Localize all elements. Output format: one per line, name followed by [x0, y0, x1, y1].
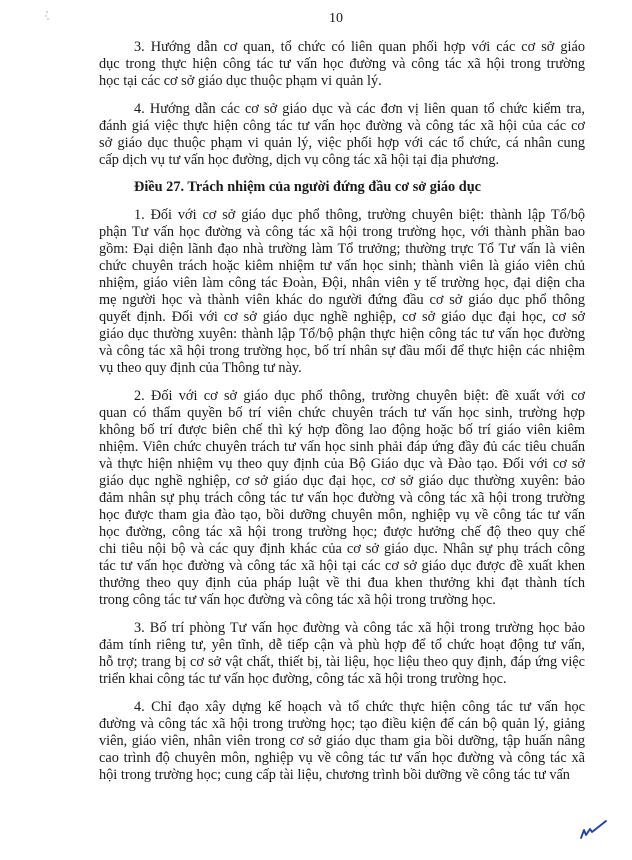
text-line: quan có thẩm quyền bố trí viên chức chuyên trách tư vấn học sinh, trường hợp	[99, 405, 585, 421]
text-line: quyết định. Đối với cơ sở giáo dục nghề nghiệp, cơ sở giáo dục đại học, cơ sở	[99, 309, 585, 325]
text-line: học đường, công tác xã hội trong trường học; được hưởng chế độ theo quy chế	[99, 524, 585, 540]
text-line: và thực hiện nhiệm vụ theo quy định của Bộ Giáo dục và Đào tạo. Đối với cơ sở	[99, 456, 585, 472]
text-line: triển khai công tác tư vấn học đường, công tác xã hội trong trường học.	[99, 671, 507, 687]
text-line: trong công tác tư vấn học đường và công tác xã hội trong trường học.	[99, 592, 496, 608]
text-line: 1. Đối với cơ sở giáo dục phổ thông, trường chuyên biệt: thành lập Tổ/bộ	[134, 207, 585, 223]
text-line: học tại các cơ sở giáo dục thuộc phạm vi quản lý.	[99, 73, 382, 89]
text-line: 3. Hướng dẫn cơ quan, tổ chức có liên quan phối hợp với các cơ sở giáo	[134, 39, 585, 55]
text-line: nhiệm. Viên chức chuyên trách tư vấn học sinh phải đáp ứng đầy đủ các tiêu chuẩn	[99, 439, 585, 455]
paragraph	[99, 207, 585, 377]
text-line: đường và công tác xã hội trong trường học; tạo điều kiện để cán bộ quản lý, giảng	[99, 716, 585, 732]
text-line: cấp dịch vụ tư vấn học đường, dịch vụ công tác xã hội tại địa phương.	[99, 152, 500, 168]
text-line: không bố trí được biên chế thì ký hợp đồng lao động hoặc bố trí giáo viên kiêm	[99, 422, 585, 438]
text-line: nhiệm, giáo viên làm công tác Đoàn, Đội, nhân viên y tế trường học, đại diện cha	[99, 275, 585, 291]
text-line: 2. Đối với cơ sở giáo dục phổ thông, trường chuyên biệt: đề xuất với cơ	[134, 388, 585, 404]
text-line: giáo dục thường xuyên: thành lập Tổ/bộ phận thực hiện công tác tư vấn học đường	[99, 326, 585, 342]
article-heading: Điều 27. Trách nhiệm của người đứng đầu cơ sở giáo dục	[134, 179, 482, 195]
text-line: phận Tư vấn học đường và công tác xã hội trong trường học, với thành phần bao	[99, 224, 585, 240]
text-line: thưởng theo quy định của pháp luật về thi đua khen thưởng khi đạt thành tích	[99, 575, 585, 591]
paragraph	[99, 101, 585, 169]
text-line: dục trong thực hiện công tác tư vấn học đường và công tác xã hội trong trường	[99, 56, 585, 72]
text-line: giáo dục nghề nghiệp, cơ sở giáo dục đại học, cơ sở giáo dục thường xuyên: bảo	[99, 473, 585, 489]
text-line: sở giáo dục thuộc phạm vi quản lý, việc phối hợp với các tổ chức, cá nhân cung	[99, 135, 585, 151]
text-line: gồm: Đại diện lãnh đạo nhà trường làm Tổ trưởng; thường trực Tổ Tư vấn là viên	[99, 241, 585, 257]
text-line: và công tác xã hội trong trường học, bố trí nhân sự đầu mối để thực hiện các nhiệm	[99, 343, 585, 359]
text-line: 4. Chỉ đạo xây dựng kế hoạch và tổ chức thực hiện công tác tư vấn học	[134, 699, 585, 715]
text-line: đảm tính riêng tư, yên tĩnh, dễ tiếp cận và phù hợp để tổ chức hoạt động tư vấn,	[99, 637, 585, 653]
text-line: hội trong trường học; cung cấp tài liệu, chương trình bồi dưỡng về công tác tư vấn	[99, 767, 570, 783]
text-line: vụ theo quy định của Thông tư này.	[99, 360, 302, 376]
paragraph	[99, 39, 585, 90]
text-line: viên, giáo viên, nhân viên trong cơ sở giáo dục tham gia bồi dưỡng, tập huấn nâng	[99, 733, 585, 749]
document-body	[99, 39, 585, 795]
text-line: hỗ trợ; trang bị cơ sở vật chất, thiết bị, tài liệu, học liệu theo quy định, đáp ứng việc	[99, 654, 585, 670]
text-line: chi tiêu nội bộ và các quy định khác của cơ sở giáo dục. Nhân sự phụ trách công	[99, 541, 585, 557]
text-line: tác tư vấn học đường và công tác xã hội tại các cơ sở giáo dục được đề xuất khen	[99, 558, 585, 574]
paragraph	[99, 620, 585, 688]
paragraphs-after	[99, 207, 585, 784]
text-line: 3. Bố trí phòng Tư vấn học đường và công tác xã hội trong trường học bảo	[134, 620, 585, 636]
text-line: chức chuyên trách hoặc kiêm nhiệm tư vấn học sinh; thành viên là giáo viên chủ	[99, 258, 585, 274]
text-line: học được tham gia đào tạo, bồi dưỡng chuyên môn, nghiệp vụ về công tác tư vấn	[99, 507, 585, 523]
text-line: mẹ người học và thành viên khác do người đứng đầu cơ sở giáo dục phổ thông	[99, 292, 585, 308]
paragraph	[99, 699, 585, 784]
text-line: cao trình độ chuyên môn, nghiệp vụ về công tác tư vấn học đường và công tác xã	[99, 750, 585, 766]
text-line: đánh giá việc thực hiện công tác tư vấn học đường và công tác xã hội của các cơ	[99, 118, 585, 134]
page-number: 10	[329, 11, 343, 26]
text-line: đảm nhân sự phụ trách công tác tư vấn học đường và công tác xã hội trong trường	[99, 490, 585, 506]
paragraph	[99, 388, 585, 609]
text-line: 4. Hướng dẫn các cơ sở giáo dục và các đơn vị liên quan tổ chức kiểm tra,	[134, 101, 585, 117]
initials-signature	[578, 818, 608, 840]
paragraphs-before	[99, 39, 585, 169]
